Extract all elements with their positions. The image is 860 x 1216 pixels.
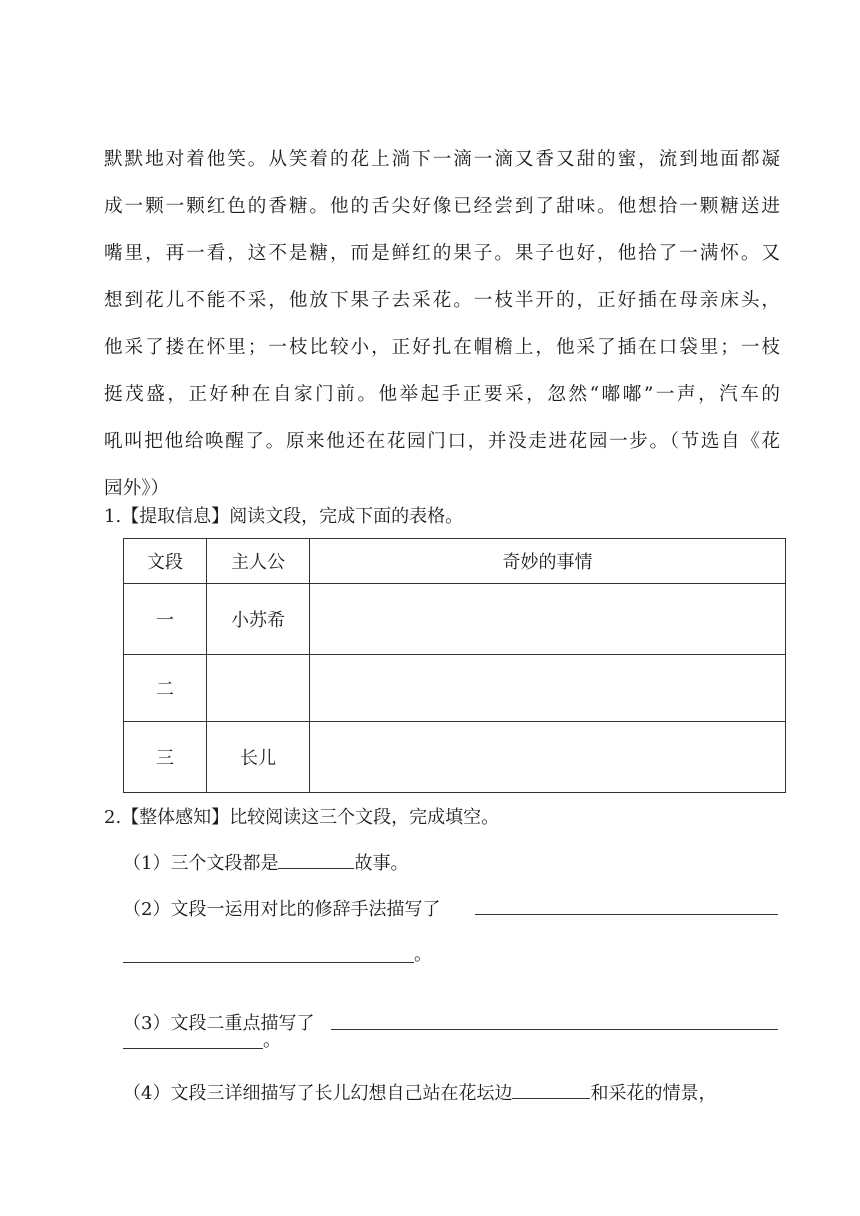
answer-cell[interactable] (207, 655, 310, 722)
reading-passage (104, 136, 780, 512)
info-table (123, 538, 786, 793)
answer-cell[interactable] (310, 655, 786, 722)
table-header-cell: 主人公 (207, 539, 310, 584)
sub-question-suffix: 故事。 (354, 853, 409, 874)
answer-blank[interactable] (331, 1029, 778, 1030)
passage-line: 吼叫把他给唤醒了。原来他还在花园门口，并没走进花园一步。（节选自《花 (104, 431, 780, 452)
sub-question-suffix: 。 (263, 1030, 281, 1051)
question-number: 1. (104, 506, 122, 527)
answer-blank[interactable] (123, 1048, 263, 1049)
answer-cell[interactable] (310, 584, 786, 655)
table-cell: 二 (124, 655, 207, 722)
sub-question-suffix: 。 (414, 944, 432, 965)
sub-question-prefix: （2）文段一运用对比的修辞手法描写了 (123, 899, 441, 920)
sub-question-4 (123, 1078, 716, 1108)
sub-question-1 (123, 848, 408, 878)
passage-line: 他采了搂在怀里；一枝比较小，正好扎在帽檐上，他采了插在口袋里；一枝 (104, 337, 780, 358)
passage-line: 成一颗一颗红色的香糖。他的舌尖好像已经尝到了甜味。他想拾一颗糖送进 (104, 196, 780, 217)
sub-question-3 (123, 1010, 314, 1038)
answer-cell[interactable] (310, 722, 786, 793)
question-text: 比较阅读这三个文段，完成填空。 (229, 807, 500, 828)
answer-blank[interactable] (475, 914, 778, 915)
passage-line: 挺茂盛，正好种在自家门前。他举起手正要采，忽然“嘟嘟”一声，汽车的 (104, 384, 780, 405)
question-tag: 【整体感知】 (121, 807, 230, 828)
passage-line: 园外》） (104, 478, 170, 499)
passage-line: 嘴里，再一看，这不是糖，而是鲜红的果子。果子也好，他拾了一满怀。又 (104, 243, 780, 264)
table-cell: 小苏希 (207, 584, 310, 655)
table-header-cell: 文段 (124, 539, 207, 584)
question-text: 阅读文段，完成下面的表格。 (229, 506, 464, 527)
question-tag: 【提取信息】 (121, 506, 230, 527)
table-header-row (124, 539, 786, 584)
answer-blank[interactable] (123, 962, 414, 963)
table-row (124, 722, 786, 793)
table-header-cell: 奇妙的事情 (310, 539, 786, 584)
table-cell: 长儿 (207, 722, 310, 793)
table-row (124, 584, 786, 655)
passage-line: 想到花儿不能不采，他放下果子去采花。一枝半开的，正好插在母亲床头， (104, 290, 780, 311)
sub-question-suffix: 和采花的情景， (590, 1083, 717, 1104)
answer-blank[interactable] (278, 848, 354, 869)
sub-question-2 (123, 896, 440, 924)
question-1-heading (104, 503, 463, 531)
sub-question-prefix: （1）三个文段都是 (123, 853, 279, 874)
sub-question-prefix: （3）文段二重点描写了 (123, 1013, 315, 1034)
sub-question-prefix: （4）文段三详细描写了长儿幻想自己站在花坛边 (123, 1083, 513, 1104)
question-2-heading (104, 804, 499, 832)
answer-blank[interactable] (512, 1078, 590, 1099)
table-cell: 一 (124, 584, 207, 655)
question-number: 2. (104, 807, 122, 828)
table-cell: 三 (124, 722, 207, 793)
passage-line: 默默地对着他笑。从笑着的花上淌下一滴一滴又香又甜的蜜，流到地面都凝 (104, 149, 780, 170)
table-row (124, 655, 786, 722)
